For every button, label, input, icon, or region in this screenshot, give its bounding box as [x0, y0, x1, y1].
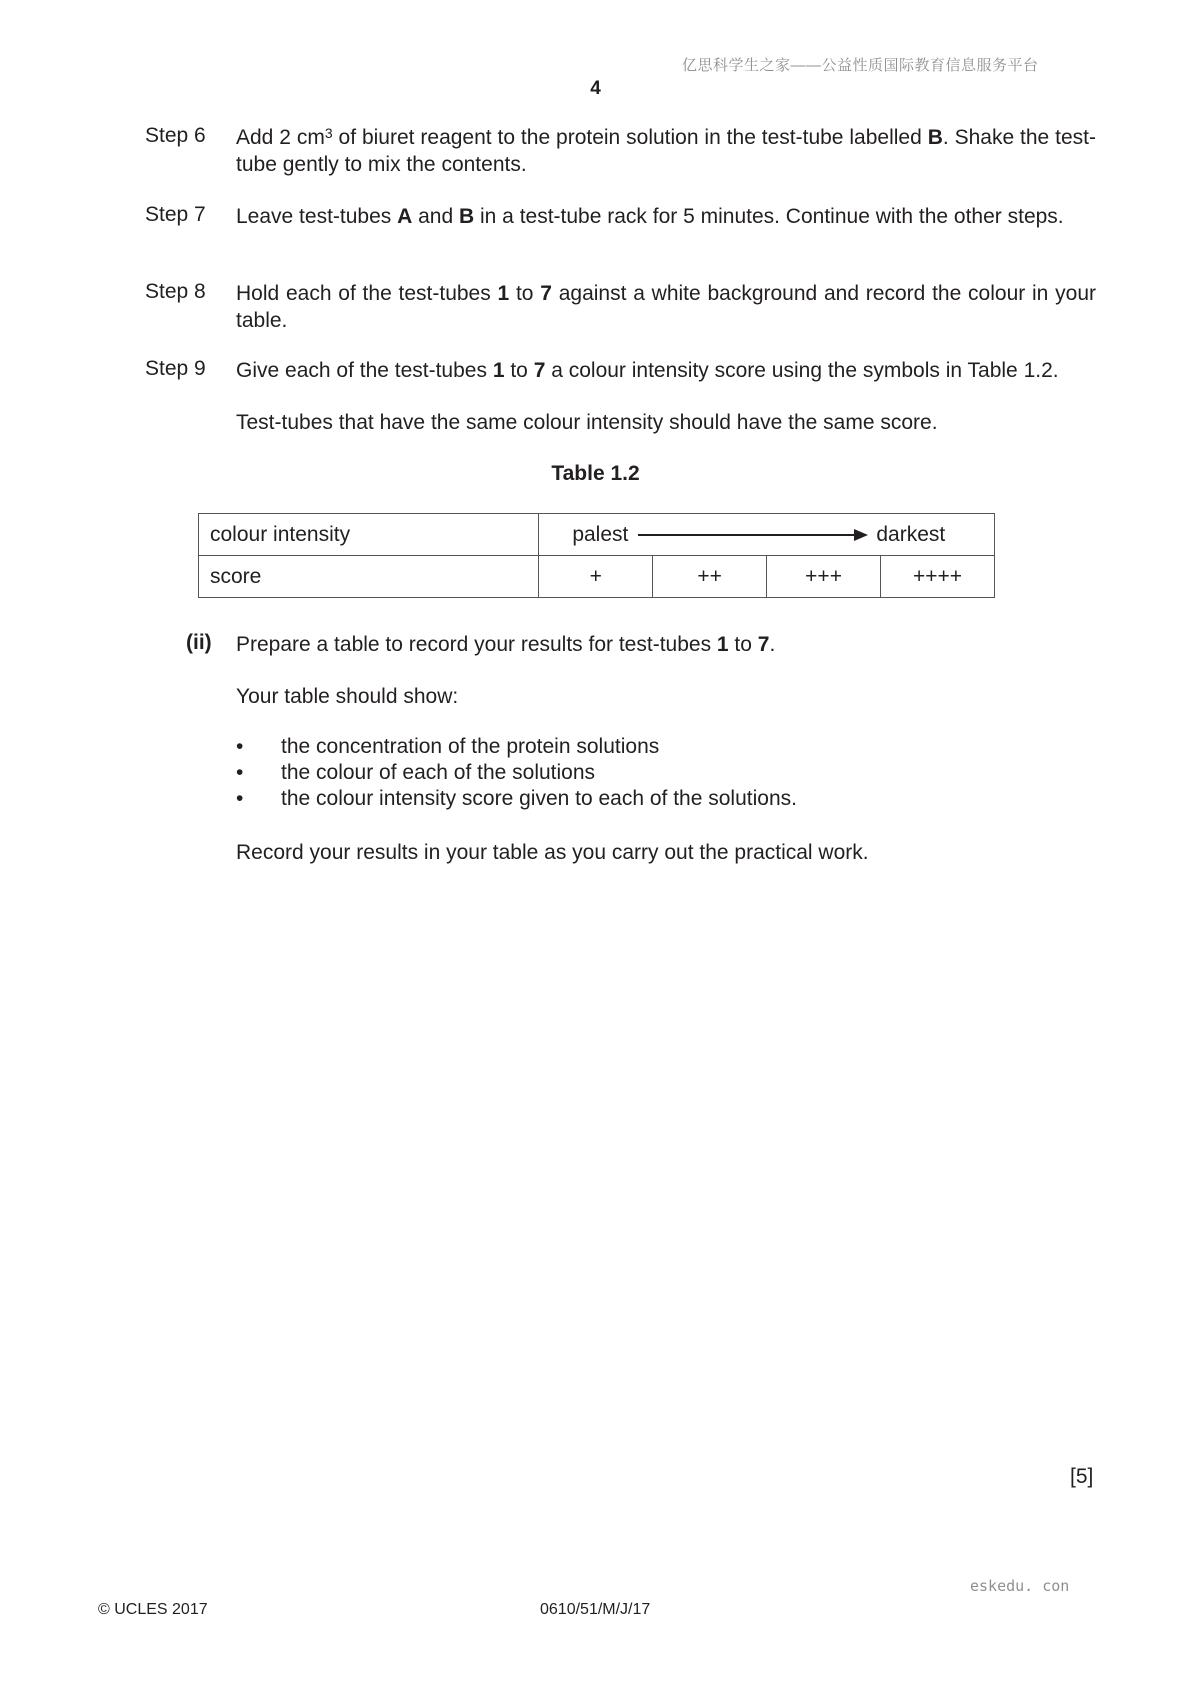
- bullet-icon: •: [236, 761, 244, 784]
- bullet-icon: •: [236, 735, 244, 758]
- step-8-text: Hold each of the test-tubes 1 to 7 against a white background and record the colour in your table.: [236, 282, 1096, 332]
- page-number: 4: [590, 78, 601, 99]
- paper-code: 0610/51/M/J/17: [540, 1601, 651, 1618]
- marks-label: [5]: [1070, 1465, 1094, 1488]
- step-6-text: Add 2 $cm^3$ of biuret reagent to the protein solution in the test-tube labelled B. Shake the test-tube gently to mix the contents.: [236, 125, 1096, 176]
- step-8-label: Step 8: [145, 280, 206, 303]
- right-arrow-icon: [638, 529, 868, 541]
- step-7-text: Leave test-tubes A and B in a test-tube rack for 5 minutes. Continue with the other steps.: [236, 205, 1064, 228]
- list-item: the concentration of the protein solutions: [281, 735, 660, 758]
- score-cell: ++: [653, 556, 767, 598]
- palest-label: palest: [572, 522, 629, 546]
- part-ii-question: Prepare a table to record your results for test-tubes 1 to 7.: [236, 633, 776, 656]
- table-row: [199, 556, 995, 598]
- list-item: the colour of each of the solutions: [281, 761, 596, 784]
- bullet-icon: •: [236, 787, 244, 810]
- table-title: Table 1.2: [551, 462, 640, 485]
- step-9-text: Give each of the test-tubes 1 to 7 a colour intensity score using the symbols in Table 1.2.: [236, 359, 1059, 382]
- row-head-score: score: [199, 556, 539, 598]
- table-row: [199, 514, 995, 556]
- intensity-scale: [539, 514, 995, 556]
- record-instruction: Record your results in your table as you carry out the practical work.: [236, 841, 869, 864]
- table-requirements-intro: Your table should show:: [236, 685, 459, 708]
- colour-intensity-table: [198, 513, 995, 598]
- watermark-bottom: eskedu. con: [970, 1577, 1070, 1595]
- copyright: © UCLES 2017: [98, 1601, 208, 1618]
- watermark-top: 亿思科学生之家——公益性质国际教育信息服务平台: [682, 57, 1039, 74]
- step-9-note: Test-tubes that have the same colour intensity should have the same score.: [236, 411, 938, 434]
- row-head-colour-intensity: colour intensity: [199, 514, 539, 556]
- step-9-label: Step 9: [145, 357, 206, 380]
- score-cell: ++++: [881, 556, 995, 598]
- score-cell: +: [539, 556, 653, 598]
- step-7-label: Step 7: [145, 203, 206, 226]
- step-6-label: Step 6: [145, 124, 206, 147]
- part-ii-label: (ii): [186, 631, 212, 654]
- darkest-label: darkest: [876, 522, 946, 546]
- score-cell: +++: [767, 556, 881, 598]
- list-item: the colour intensity score given to each of the solutions.: [281, 787, 797, 810]
